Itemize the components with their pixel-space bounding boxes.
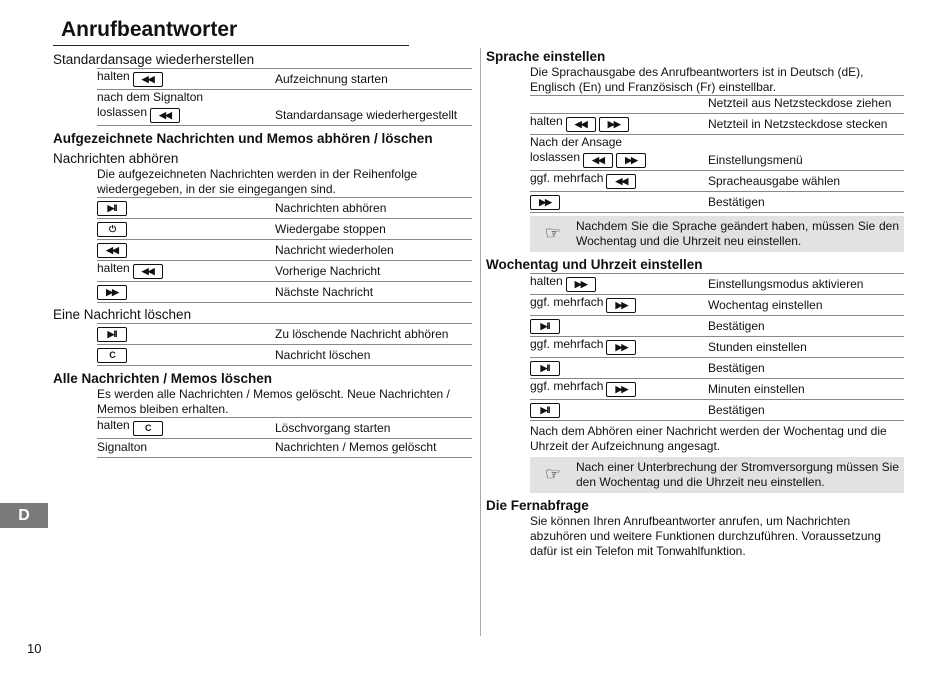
step-result: Nächste Nachricht [275,285,374,299]
key-icon: ▶II [97,201,127,216]
note-wochentag-text: Nach einer Unterbrechung der Stromversorgung müssen Sie den Wochentag und die Uhrzeit neu einstellen. [576,460,899,489]
step-result: Einstellungsmenü [708,153,803,167]
step-action [530,379,708,397]
step-action [97,418,275,436]
step-result: Nachrichten / Memos gelöscht [275,440,437,454]
title-rule [53,45,409,46]
step-result: Wochentag einstellen [708,298,823,312]
step-action-line1: Nach der Ansage [530,135,623,149]
step-action [97,90,275,123]
key-icon: C [133,421,163,436]
heading-wochentag: Wochentag und Uhrzeit einstellen [486,257,703,272]
step-action [97,198,275,216]
key-icon: C [97,348,127,363]
table-row [530,379,904,400]
step-action [97,345,275,363]
step-result: Einstellungsmodus aktivieren [708,277,864,291]
step-result: Nachricht löschen [275,348,371,362]
step-action-label: Signalton [97,440,148,454]
language-tab: D [0,503,48,528]
pointing-hand-icon: ☞ [544,464,562,484]
table-row [530,171,904,192]
table-row [530,337,904,358]
key-icon: ◀◀ [566,117,596,132]
table-row [530,135,904,171]
step-action [97,240,275,258]
step-action-label: ggf. mehrfach [530,379,604,393]
key-icon: ▶II [530,319,560,334]
key-icon: ◀◀ [97,243,127,258]
page-title: Anrufbeantworter [61,18,238,41]
step-action-label: ggf. mehrfach [530,337,604,351]
table-sprache [530,95,904,213]
key-icon: ▶▶ [606,340,636,355]
table-row [97,219,472,240]
step-result: Netzteil aus Netzsteckdose ziehen [708,96,892,110]
heading-nachrichten-abhoeren-loeschen: Aufgezeichnete Nachrichten und Memos abhören / löschen [53,131,433,146]
step-result: Spracheausgabe wählen [708,174,841,188]
heading-fernabfrage: Die Fernabfrage [486,498,589,513]
table-row [97,68,472,90]
step-action [530,192,708,210]
note-sprache [530,216,904,252]
step-action [97,324,275,342]
step-action [97,282,275,300]
key-icon: ▶▶ [97,285,127,300]
step-result: Bestätigen [708,319,765,333]
step-action-label: ggf. mehrfach [530,295,604,309]
table-row [530,400,904,421]
step-result: Bestätigen [708,361,765,375]
table-row [530,316,904,337]
step-result: Vorherige Nachricht [275,264,381,278]
left-column [53,48,472,458]
step-action [97,69,275,87]
step-action-label: loslassen [97,105,148,119]
heading-standardansage: Standardansage wiederherstellen [53,52,255,67]
key-icon: ▶II [530,403,560,418]
key-icon: ◀◀ [606,174,636,189]
pointing-hand-icon: ☞ [544,223,562,243]
step-action-label: halten [97,261,130,275]
key-icon: ◀◀ [583,153,613,168]
step-result: Standardansage wiederhergestellt [275,108,458,122]
para-sprache: Die Sprachausgabe des Anrufbeantworters ist in Deutsch (dE), Englisch (En) und Französisch (Fr) einstellbar. [530,65,864,94]
table-nachricht-loeschen [97,323,472,366]
step-action-label: halten [97,69,130,83]
table-standardansage [97,68,472,126]
table-row [530,95,904,114]
para-wochentag: Nach dem Abhören einer Nachricht werden der Wochentag und die Uhrzeit der Aufzeichnung angesagt. [530,424,887,453]
step-action [530,400,708,418]
key-icon: ◀◀ [150,108,180,123]
key-icon: ▶▶ [599,117,629,132]
step-result: Minuten einstellen [708,382,805,396]
step-result: Bestätigen [708,195,765,209]
step-result: Zu löschende Nachricht abhören [275,327,449,341]
step-result: Netzteil in Netzsteckdose stecken [708,117,888,131]
right-column [486,48,904,559]
key-icon: ▶▶ [566,277,596,292]
step-action [530,171,708,189]
table-wochentag [530,273,904,421]
step-action-label: halten [530,274,563,288]
table-row [97,323,472,345]
step-action-label: halten [530,114,563,128]
step-action-label: ggf. mehrfach [530,171,604,185]
step-action [530,274,708,292]
step-action [97,219,275,237]
step-result: Nachrichten abhören [275,201,387,215]
table-row [530,114,904,135]
heading-nachrichten-abhoeren: Nachrichten abhören [53,151,179,166]
key-icon: ◀◀ [133,72,163,87]
key-icon: ▶▶ [606,298,636,313]
page-number: 10 [27,641,42,656]
table-row [530,192,904,213]
step-action [530,295,708,313]
key-icon: ▶▶ [530,195,560,210]
para-reihenfolge: Die aufgezeichneten Nachrichten werden in der Reihenfolge wiedergegeben, in der sie eingegangen sind. [97,167,418,196]
step-action-line1: nach dem Signalton [97,90,204,104]
table-row [97,261,472,282]
step-result: Bestätigen [708,403,765,417]
step-result: Stunden einstellen [708,340,807,354]
para-fernabfrage: Sie können Ihren Anrufbeantworter anrufen, um Nachrichten abzuhören und weitere Funktionen durchzuführen. Voraussetzung dafür ist ein Telefon mit Tonwahlfunktion. [530,514,881,558]
step-result: Löschvorgang starten [275,421,391,435]
table-row [530,358,904,379]
heading-sprache: Sprache einstellen [486,49,606,64]
step-action [530,135,708,168]
step-action [530,316,708,334]
table-row [97,439,472,458]
table-alle-loeschen [97,417,472,458]
step-action [97,440,275,455]
key-icon: ⏻ [97,222,127,237]
step-action [530,114,708,132]
para-alle-loeschen: Es werden alle Nachrichten / Memos gelöscht. Neue Nachrichten / Memos bleiben erhalten. [97,387,450,416]
heading-nachricht-loeschen: Eine Nachricht löschen [53,307,192,322]
step-result: Aufzeichnung starten [275,72,388,86]
key-icon: ▶II [530,361,560,376]
table-row [97,197,472,219]
table-row [530,295,904,316]
note-wochentag [530,457,904,493]
table-row [97,90,472,126]
step-action [530,337,708,355]
table-row [530,273,904,295]
key-icon: ◀◀ [133,264,163,279]
key-icon: ▶▶ [616,153,646,168]
column-divider [480,48,481,636]
step-result: Nachricht wiederholen [275,243,394,257]
step-action-label: halten [97,418,130,432]
step-result: Wiedergabe stoppen [275,222,386,236]
step-action [530,358,708,376]
key-icon: ▶II [97,327,127,342]
heading-alle-loeschen: Alle Nachrichten / Memos löschen [53,371,273,386]
table-row [97,282,472,303]
table-row [97,345,472,366]
key-icon: ▶▶ [606,382,636,397]
table-row [97,417,472,439]
step-action [97,261,275,279]
table-nachrichten-abhoeren [97,197,472,303]
table-row [97,240,472,261]
note-sprache-text: Nachdem Sie die Sprache geändert haben, müssen Sie den Wochentag und die Uhrzeit neu einstellen. [576,219,899,248]
step-action-label: loslassen [530,150,581,164]
